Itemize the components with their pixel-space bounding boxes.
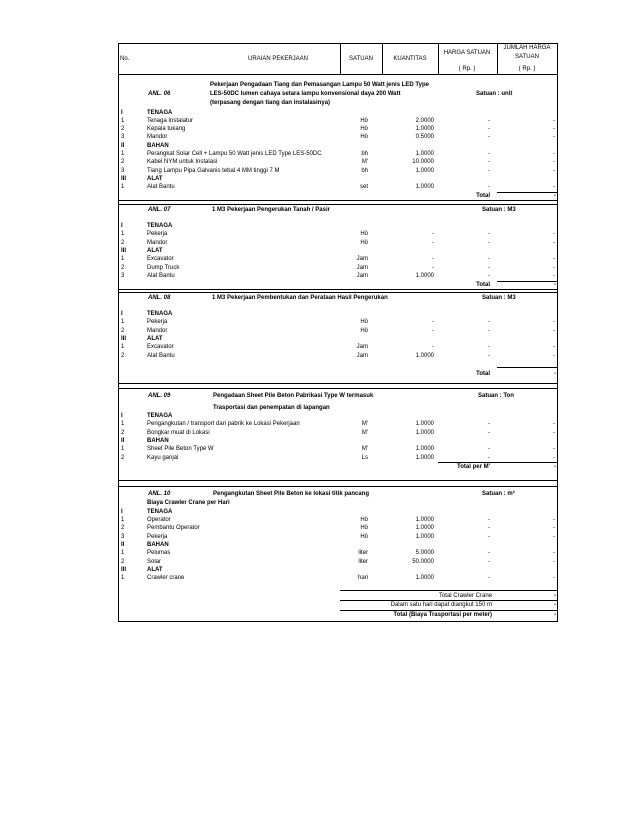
item-quantity: - [432,344,434,350]
group-heading: BAHAN [147,542,169,548]
header-jumlah-satuan: SATUAN [515,54,539,60]
item-price: - [488,240,490,246]
item-description: Excavator [147,256,174,262]
item-total: - [553,134,555,140]
total-label: Total [476,371,490,377]
section-unit: Satuan : M3 [482,207,516,213]
row-number: 1 [121,575,125,581]
summary-value: - [554,612,556,618]
item-unit: Ls [361,455,368,461]
row-number: I [121,413,123,419]
item-price: - [488,455,490,461]
item-quantity: 1.0000 [415,421,434,427]
item-description: Pekerja [147,319,168,325]
row-number: 1 [121,151,125,157]
total-label: Total [476,193,490,199]
row-number: 1 [121,517,125,523]
total-value: - [554,371,556,377]
item-quantity: 1.0000 [415,126,434,132]
item-price: - [488,126,490,132]
group-heading: ALAT [147,567,163,573]
row-number: 2 [121,455,125,461]
row-number: 3 [121,134,125,140]
item-price: - [488,319,490,325]
item-description: Tiang Lampu Pipa Galvanis tebal 4 MM tinggi 7 M [147,168,280,174]
item-quantity: 1.0000 [415,184,434,190]
item-quantity: 0.5000 [415,134,434,140]
row-number: 2 [121,126,125,132]
item-quantity: 1.0000 [415,446,434,452]
row-number: 3 [121,273,125,279]
item-price: - [488,151,490,157]
row-number: I [121,223,123,229]
section-title: Pengangkutan Sheet Pile Beton ke lokasi titik pancang [213,491,370,497]
item-total: - [553,168,555,174]
header-jumlah-harga: JUMLAH HARGA [503,45,551,51]
section-subtitle: Biaya Crawler Crane per Hari [147,500,230,506]
section-code: ANL. 09 [148,393,171,399]
item-price: - [488,575,490,581]
section-unit: Satuan : unit [476,91,513,97]
row-number: I [121,509,123,515]
item-unit: Hö [360,525,368,531]
group-heading: TENAGA [147,311,173,317]
row-number: 3 [121,168,125,174]
row-number: 2 [121,559,125,565]
item-unit: Hö [360,328,368,334]
total-value: - [554,193,556,199]
item-quantity: - [432,256,434,262]
row-number: 1 [121,256,125,262]
group-heading: ALAT [147,176,163,182]
item-total: - [553,534,555,540]
total-divider [497,192,557,193]
item-price: - [488,159,490,165]
item-price: - [488,353,490,359]
item-quantity: - [432,319,434,325]
section-divider [118,204,557,205]
total-value: - [554,464,556,470]
item-price: - [488,550,490,556]
header-kuantitas: KUANTITAS [393,56,427,62]
item-quantity: 2.0000 [415,118,434,124]
row-number: 2 [121,525,125,531]
header-uraian: URAIAN PEKERJAAN [248,56,309,62]
item-description: Tenaga Instalatur [147,118,194,124]
item-description: Kabel NYM untuk Instalasi [147,159,218,165]
total-divider [497,367,557,368]
item-unit: Hö [360,240,368,246]
section-title: 1 M3 Pekerjaan Pengerukan Tanah / Pasir [212,207,330,213]
row-number: II [121,542,125,548]
item-description: Pekerja [147,231,168,237]
section-divider [118,486,557,487]
item-quantity: 5.0000 [415,550,434,556]
row-number: 1 [121,231,125,237]
item-quantity: 1.0000 [415,534,434,540]
row-number: 1 [121,319,125,325]
item-total: - [553,151,555,157]
header-satuan: SATUAN [349,56,373,62]
item-total: - [553,550,555,556]
item-unit: Jam [356,265,368,271]
summary-divider [118,621,557,622]
item-quantity: - [432,240,434,246]
item-price: - [488,231,490,237]
section-divider [118,388,557,389]
item-unit: Jam [356,344,368,350]
item-description: Alat Bantu [147,353,175,359]
item-total: - [553,184,555,190]
summary-divider [340,590,557,591]
item-quantity: - [432,231,434,237]
item-unit: M' [361,430,368,436]
total-label: Total [476,282,490,288]
item-description: Pelumas [147,550,171,556]
item-total: - [553,273,555,279]
item-quantity: 1.0000 [415,575,434,581]
section-bottom-border [118,383,557,384]
section-title: 1 M3 Pekerjaan Pembentukan dan Perataan Hasil Pengerukan [212,295,388,301]
section-divider [118,292,557,293]
item-total: - [553,126,555,132]
item-unit: Hö [360,517,368,523]
item-total: - [553,240,555,246]
section-unit: Satuan : m³ [482,491,515,497]
item-unit: Hö [360,231,368,237]
summary-value: - [554,602,556,608]
item-total: - [553,353,555,359]
item-total: - [553,159,555,165]
item-price: - [488,517,490,523]
item-description: Kayu ganjal [147,455,179,461]
summary-value: - [554,593,556,599]
item-price: - [488,344,490,350]
group-heading: TENAGA [147,110,173,116]
item-price: - [488,256,490,262]
item-description: Alat Bantu [147,273,175,279]
row-number: 1 [121,184,125,190]
item-quantity: 1.0000 [415,353,434,359]
item-price: - [488,265,490,271]
item-unit: Hö [360,126,368,132]
row-number: II [121,143,125,149]
item-description: Dump Truck [147,265,180,271]
item-quantity: 10.0000 [412,159,434,165]
item-description: Kepala tukang [147,126,186,132]
total-divider [438,462,557,463]
item-price: - [488,184,490,190]
row-number: II [121,438,125,444]
item-unit: liter [358,559,368,565]
item-description: Pekerja [147,534,168,540]
item-unit: Hö [360,319,368,325]
total-label: Total per M' [457,464,490,470]
item-price: - [488,118,490,124]
item-description: Mandor [147,328,168,334]
item-description: Operator [147,517,171,523]
item-price: - [488,559,490,565]
row-number: 2 [121,240,125,246]
item-total: - [553,525,555,531]
row-number: I [121,110,123,116]
item-quantity: 1.0000 [415,151,434,157]
group-heading: TENAGA [147,223,173,229]
summary-label: Dalam satu hari dapat diangkut 150 m [390,602,492,608]
item-description: Solar [147,559,162,565]
row-number: 1 [121,421,125,427]
section-title: Pengadaan Sheet Pile Beton Pabrikasi Type W termasuk [213,393,374,399]
item-unit: Hö [360,134,368,140]
item-total: - [553,118,555,124]
item-total: - [553,575,555,581]
total-value: - [554,282,556,288]
item-total: - [553,421,555,427]
item-unit: bh [361,151,368,157]
item-quantity: 1.0000 [415,525,434,531]
item-description: Bongkar muat di Lokasi [147,430,210,436]
item-total: - [553,319,555,325]
item-price: - [488,430,490,436]
table-left-border [118,43,119,622]
item-price: - [488,525,490,531]
item-description: Pembantu Operator [147,525,200,531]
item-description: Alat Bantu [147,184,175,190]
item-total: - [553,559,555,565]
item-total: - [553,231,555,237]
row-number: 1 [121,446,125,452]
summary-label: Total (Biaya Trasportasi per meter) [393,612,492,618]
item-total: - [553,328,555,334]
item-unit: Jam [356,273,368,279]
item-unit: M' [361,421,368,427]
item-price: - [488,421,490,427]
item-price: - [488,273,490,279]
section-title: LES-50DC lumen cahaya setara lampu konvensional daya 200 Watt [210,91,401,97]
section-bottom-border [118,200,557,201]
section-code: ANL. 08 [148,295,171,301]
item-quantity: 1.0000 [415,517,434,523]
item-unit: M' [361,446,368,452]
row-number: III [121,176,127,182]
row-number: III [121,248,127,254]
group-heading: BAHAN [147,143,169,149]
item-unit: Hö [360,118,368,124]
header-harga-rp: ( Rp. ) [458,66,476,72]
item-description: Perangkat Solar Cell + Lampu 50 Watt jenis LED Type LES-50DC [147,151,322,157]
row-number: 1 [121,118,125,124]
row-number: 2 [121,353,125,359]
header-no: No. [120,56,130,62]
item-unit: set [359,184,368,190]
section-title: Trasportasi dan penempatan di lapangan [213,405,330,411]
row-number: I [121,311,123,317]
item-quantity: 1.0000 [415,273,434,279]
section-bottom-border [118,480,557,481]
item-description: Mandor [147,134,168,140]
item-unit: liter [358,550,368,556]
item-price: - [488,328,490,334]
item-total: - [553,265,555,271]
row-number: 1 [121,550,125,556]
header-bottom-border [118,74,557,75]
item-quantity: 1.0000 [415,430,434,436]
item-price: - [488,534,490,540]
group-heading: TENAGA [147,509,173,515]
item-description: Sheet Pile Beton Type W [147,446,214,452]
item-unit: Jam [356,256,368,262]
item-quantity: 1.0000 [415,168,434,174]
row-number: III [121,336,127,342]
row-number: III [121,567,127,573]
total-divider [497,281,557,282]
item-unit: Jam [356,353,368,359]
item-price: - [488,134,490,140]
item-unit: M' [361,159,368,165]
item-description: Excavator [147,344,174,350]
item-total: - [553,455,555,461]
row-number: 2 [121,159,125,165]
item-total: - [553,256,555,262]
section-code: ANL. 10 [148,491,171,497]
item-quantity: - [432,328,434,334]
item-price: - [488,168,490,174]
item-unit: bh [361,168,368,174]
section-unit: Satuan : M3 [482,295,516,301]
item-price: - [488,446,490,452]
item-total: - [553,446,555,452]
group-heading: BAHAN [147,438,169,444]
row-number: 2 [121,328,125,334]
section-title: (terpasang dengan tiang dan instalasinya) [210,100,331,106]
item-quantity: - [432,265,434,271]
table-right-border [557,43,558,622]
header-jumlah-rp: ( Rp. ) [518,66,536,72]
row-number: 2 [121,265,125,271]
group-heading: ALAT [147,248,163,254]
header-harga-satuan: HARGA SATUAN [443,50,491,56]
item-unit: Hö [360,534,368,540]
item-description: Mandor [147,240,168,246]
summary-label: Total Crawler Crane [438,593,492,599]
section-bottom-border [118,289,557,290]
item-unit: hari [357,575,368,581]
section-code: ANL. 07 [148,207,171,213]
row-number: 1 [121,344,125,350]
item-total: - [553,430,555,436]
item-quantity: 50.0000 [412,559,434,565]
row-number: 3 [121,534,125,540]
section-unit: Satuan : Ton [478,393,514,399]
item-description: Crawler crane [147,575,185,581]
section-title: Pekerjaan Pengadaan Tiang dan Pemasangan Lampu 50 Watt jenis LED Type [210,82,429,88]
item-total: - [553,344,555,350]
item-total: - [553,517,555,523]
row-number: 2 [121,430,125,436]
group-heading: TENAGA [147,413,173,419]
group-heading: ALAT [147,336,163,342]
section-code: ANL. 06 [148,91,171,97]
item-description: Pengangkutan / transport dari pabrik ke Lokasi Pekerjaan [147,421,300,427]
item-quantity: 1.0000 [415,455,434,461]
